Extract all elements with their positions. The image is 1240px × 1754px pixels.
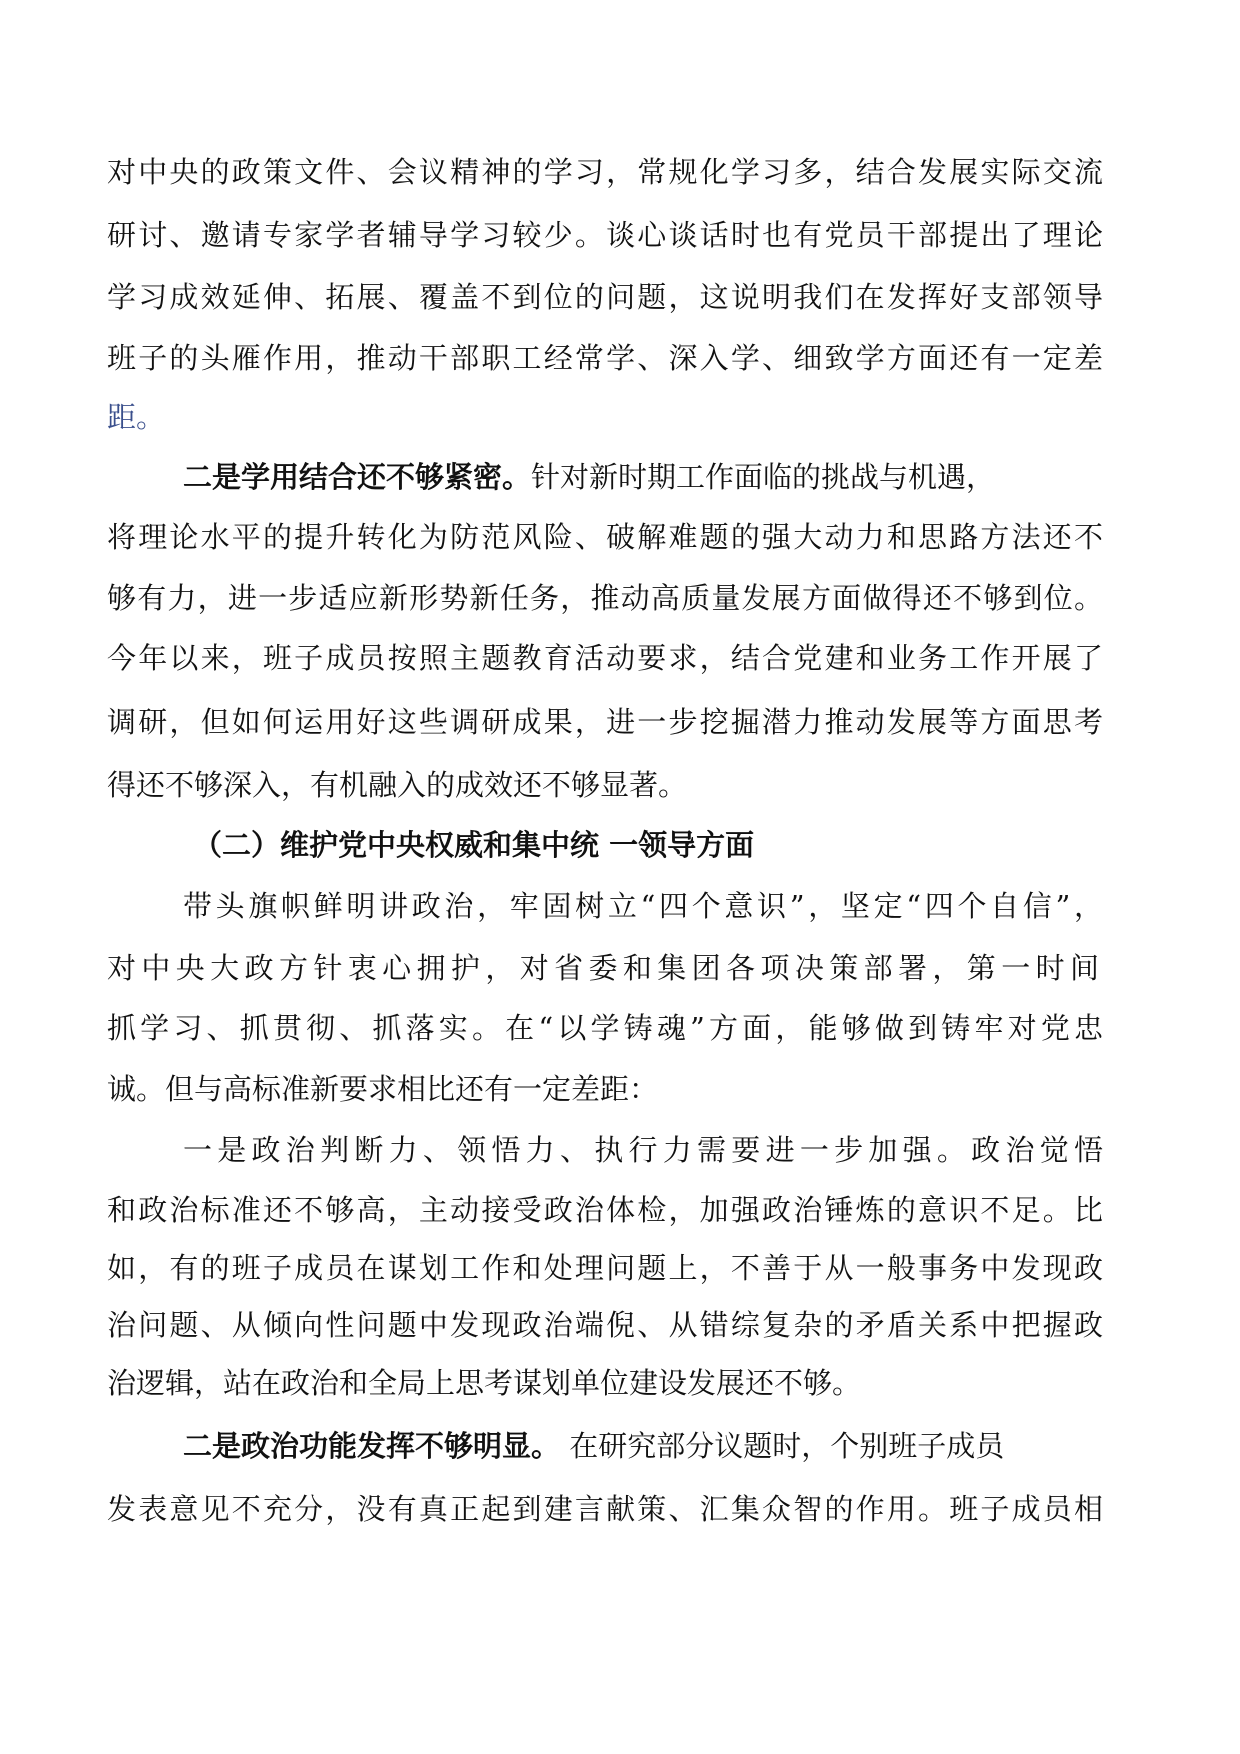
paragraph-line: 班子的头雁作用，推动干部职工经常学、深入学、细致学方面还有一定差 [107, 341, 1103, 375]
paragraph-lead-bold: 二是学用结合还不够紧密。 [183, 460, 532, 494]
paragraph-line [183, 1426, 1004, 1466]
paragraph-line: 治问题、从倾向性问题中发现政治端倪、从错综复杂的矛盾关系中把握政 [107, 1308, 1103, 1342]
paragraph-line [183, 457, 995, 497]
paragraph-lead-bold: 二是政治功能发挥不够明显。 [183, 1429, 561, 1463]
paragraph-line: 治逻辑，站在政治和全局上思考谋划单位建设发展还不够。 [107, 1366, 862, 1400]
section-heading: （二）维护党中央权威和集中统 一领导方面 [193, 828, 755, 862]
paragraph-line: 一是政治判断力、领悟力、执行力需要进一步加强。政治觉悟 [183, 1133, 1103, 1167]
paragraph-line: 距。 [107, 400, 166, 434]
paragraph-line: 学习成效延伸、拓展、覆盖不到位的问题，这说明我们在发挥好支部领导 [107, 280, 1103, 314]
paragraph-line: 发表意见不充分，没有真正起到建言献策、汇集众智的作用。班子成员相 [107, 1492, 1103, 1526]
paragraph-text: 在研究部分议题时，个别班子成员 [560, 1429, 1005, 1463]
paragraph-text: 针对新时期工作面临的挑战与机遇， [531, 460, 996, 494]
paragraph-line: 得还不够深入，有机融入的成效还不够显著。 [107, 768, 688, 802]
paragraph-line: 够有力，进一步适应新形势新任务，推动高质量发展方面做得还不够到位。 [107, 581, 1103, 615]
paragraph-line: 将理论水平的提升转化为防范风险、破解难题的强大动力和思路方法还不 [107, 520, 1103, 554]
paragraph-line: 和政治标准还不够高，主动接受政治体检，加强政治锤炼的意识不足。比 [107, 1193, 1103, 1227]
paragraph-line: 如，有的班子成员在谋划工作和处理问题上，不善于从一般事务中发现政 [107, 1251, 1103, 1285]
paragraph-line: 研讨、邀请专家学者辅导学习较少。谈心谈话时也有党员干部提出了理论 [107, 218, 1103, 252]
paragraph-line: 调研，但如何运用好这些调研成果，进一步挖掘潜力推动发展等方面思考 [107, 705, 1103, 739]
paragraph-line: 诚。但与高标准新要求相比还有一定差距： [107, 1072, 659, 1106]
paragraph-line: 今年以来，班子成员按照主题教育活动要求，结合党建和业务工作开展了 [107, 641, 1103, 675]
paragraph-line: 抓学习、抓贯彻、抓落实。在“以学铸魂”方面，能够做到铸牢对党忠 [107, 1011, 1103, 1045]
paragraph-line: 对中央的政策文件、会议精神的学习，常规化学习多，结合发展实际交流 [107, 155, 1103, 189]
paragraph-line: 对中央大政方针衷心拥护，对省委和集团各项决策部署，第一时间 [107, 951, 1103, 985]
paragraph-line: 带头旗帜鲜明讲政治，牢固树立“四个意识”，坚定“四个自信”， [183, 889, 1103, 923]
